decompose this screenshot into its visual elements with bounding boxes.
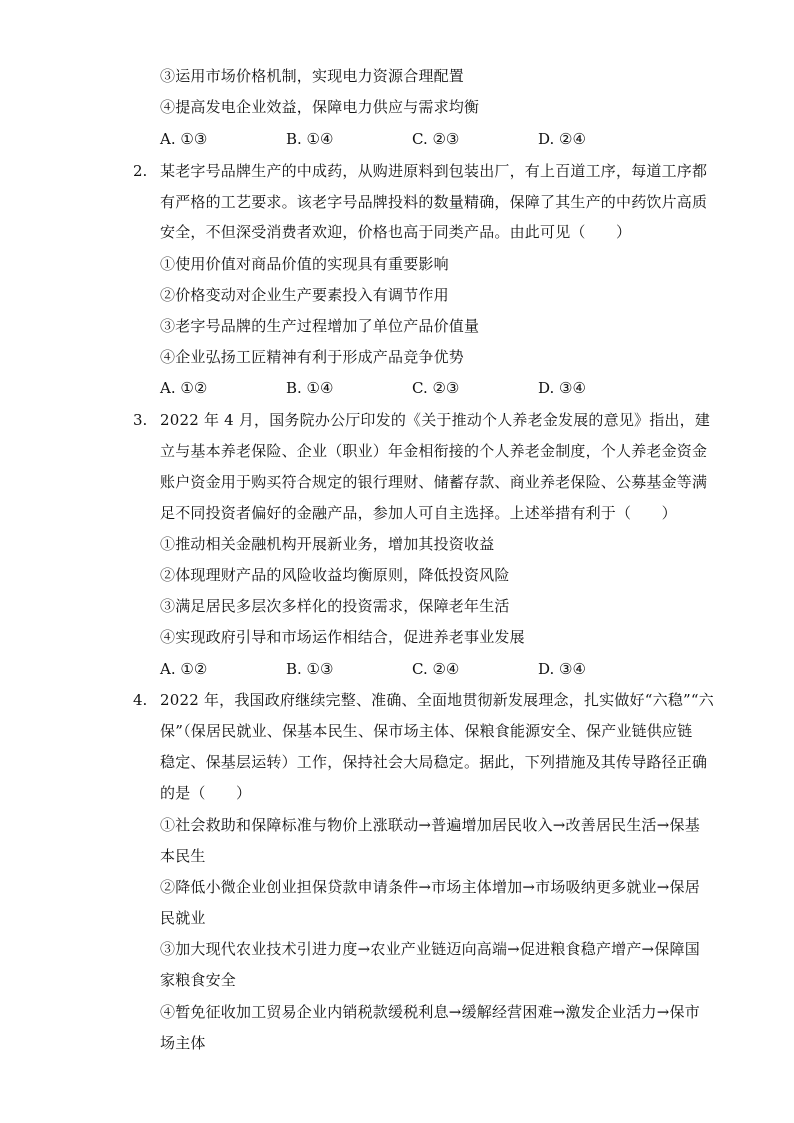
q4-item-4-line-1: ④暂免征收加工贸易企业内销税款缓税利息→缓解经营困难→激发企业活力→保市 [160, 1003, 700, 1021]
q1-choice-b: B. ①④ [286, 130, 334, 148]
q3-stem-line-1: 2022 年 4 月，国务院办公厅印发的《关于推动个人养老金发展的意见》指出，建 [160, 411, 711, 429]
q2-stem-line-3: 安全，不但深受消费者欢迎，价格也高于同类产品。由此可见（ ） [160, 223, 632, 241]
q3-stem-line-2: 立与基本养老保险、企业（职业）年金相衔接的个人养老金制度，个人养老金资金 [160, 442, 708, 460]
q4-item-1-line-1: ①社会救助和保障标准与物价上涨联动→普遍增加居民收入→改善居民生活→保基 [160, 816, 700, 834]
q2-item-3: ③老字号品牌的生产过程增加了单位产品价值量 [160, 317, 480, 335]
q2-item-4: ④企业弘扬工匠精神有利于形成产品竞争优势 [160, 348, 465, 366]
q2-choice-b: B. ①④ [286, 379, 334, 397]
q1-item-3: ③运用市场价格机制，实现电力资源合理配置 [160, 67, 465, 85]
q3-item-3: ③满足居民多层次多样化的投资需求，保障老年生活 [160, 597, 510, 615]
q1-choice-a: A. ①③ [160, 130, 208, 148]
q4-item-3-line-2: 家粮食安全 [160, 971, 237, 989]
q3-number: 3. [133, 411, 148, 429]
q4-stem-line-3: 稳定、保基层运转）工作，保持社会大局稳定。据此，下列措施及其传导路径正确 [160, 753, 708, 771]
q2-choice-d: D. ③④ [538, 379, 586, 397]
q3-item-4: ④实现政府引导和市场运作相结合，促进养老事业发展 [160, 628, 525, 646]
q3-choice-b: B. ①③ [286, 660, 334, 678]
q3-choice-d: D. ③④ [538, 660, 586, 678]
q4-item-3-line-1: ③加大现代农业技术引进力度→农业产业链迈向高端→促进粮食稳产增产→保障国 [160, 940, 700, 958]
q4-stem-line-1: 2022 年，我国政府继续完整、准确、全面地贯彻新发展理念，扎实做好“六稳”“六 [160, 691, 714, 709]
q2-number: 2. [133, 162, 148, 180]
q1-item-4: ④提高发电企业效益，保障电力供应与需求均衡 [160, 98, 480, 116]
q3-stem-line-3: 账户资金用于购买符合规定的银行理财、储蓄存款、商业养老保险、公募基金等满 [160, 473, 708, 491]
q3-choice-c: C. ②④ [412, 660, 460, 678]
q4-item-2-line-1: ②降低小微企业创业担保贷款申请条件→市场主体增加→市场吸纳更多就业→保居 [160, 878, 700, 896]
q3-item-2: ②体现理财产品的风险收益均衡原则，降低投资风险 [160, 566, 510, 584]
q4-number: 4. [133, 691, 148, 709]
q4-item-1-line-2: 本民生 [160, 847, 206, 865]
q2-item-2: ②价格变动对企业生产要素投入有调节作用 [160, 286, 449, 304]
q2-item-1: ①使用价值对商品价值的实现具有重要影响 [160, 255, 449, 273]
q2-stem-line-2: 有严格的工艺要求。该老字号品牌投料的数量精确，保障了其生产的中药饮片高质 [160, 193, 708, 211]
q4-stem-line-4: 的是（ ） [160, 784, 252, 802]
q4-item-4-line-2: 场主体 [160, 1034, 206, 1052]
q2-choice-c: C. ②③ [412, 379, 460, 397]
q4-stem-line-2: 保”（保居民就业、保基本民生、保市场主体、保粮食能源安全、保产业链供应链 [160, 722, 693, 740]
q1-choice-c: C. ②③ [412, 130, 460, 148]
q4-item-2-line-2: 民就业 [160, 909, 206, 927]
q3-item-1: ①推动相关金融机构开展新业务，增加其投资收益 [160, 535, 495, 553]
q3-stem-line-4: 足不同投资者偏好的金融产品，参加人可自主选择。上述举措有利于（ ） [160, 504, 677, 522]
q2-stem-line-1: 某老字号品牌生产的中成药，从购进原料到包装出厂，有上百道工序，每道工序都 [160, 162, 708, 180]
q3-choice-a: A. ①② [160, 660, 208, 678]
q2-choice-a: A. ①② [160, 379, 208, 397]
q1-choice-d: D. ②④ [538, 130, 586, 148]
